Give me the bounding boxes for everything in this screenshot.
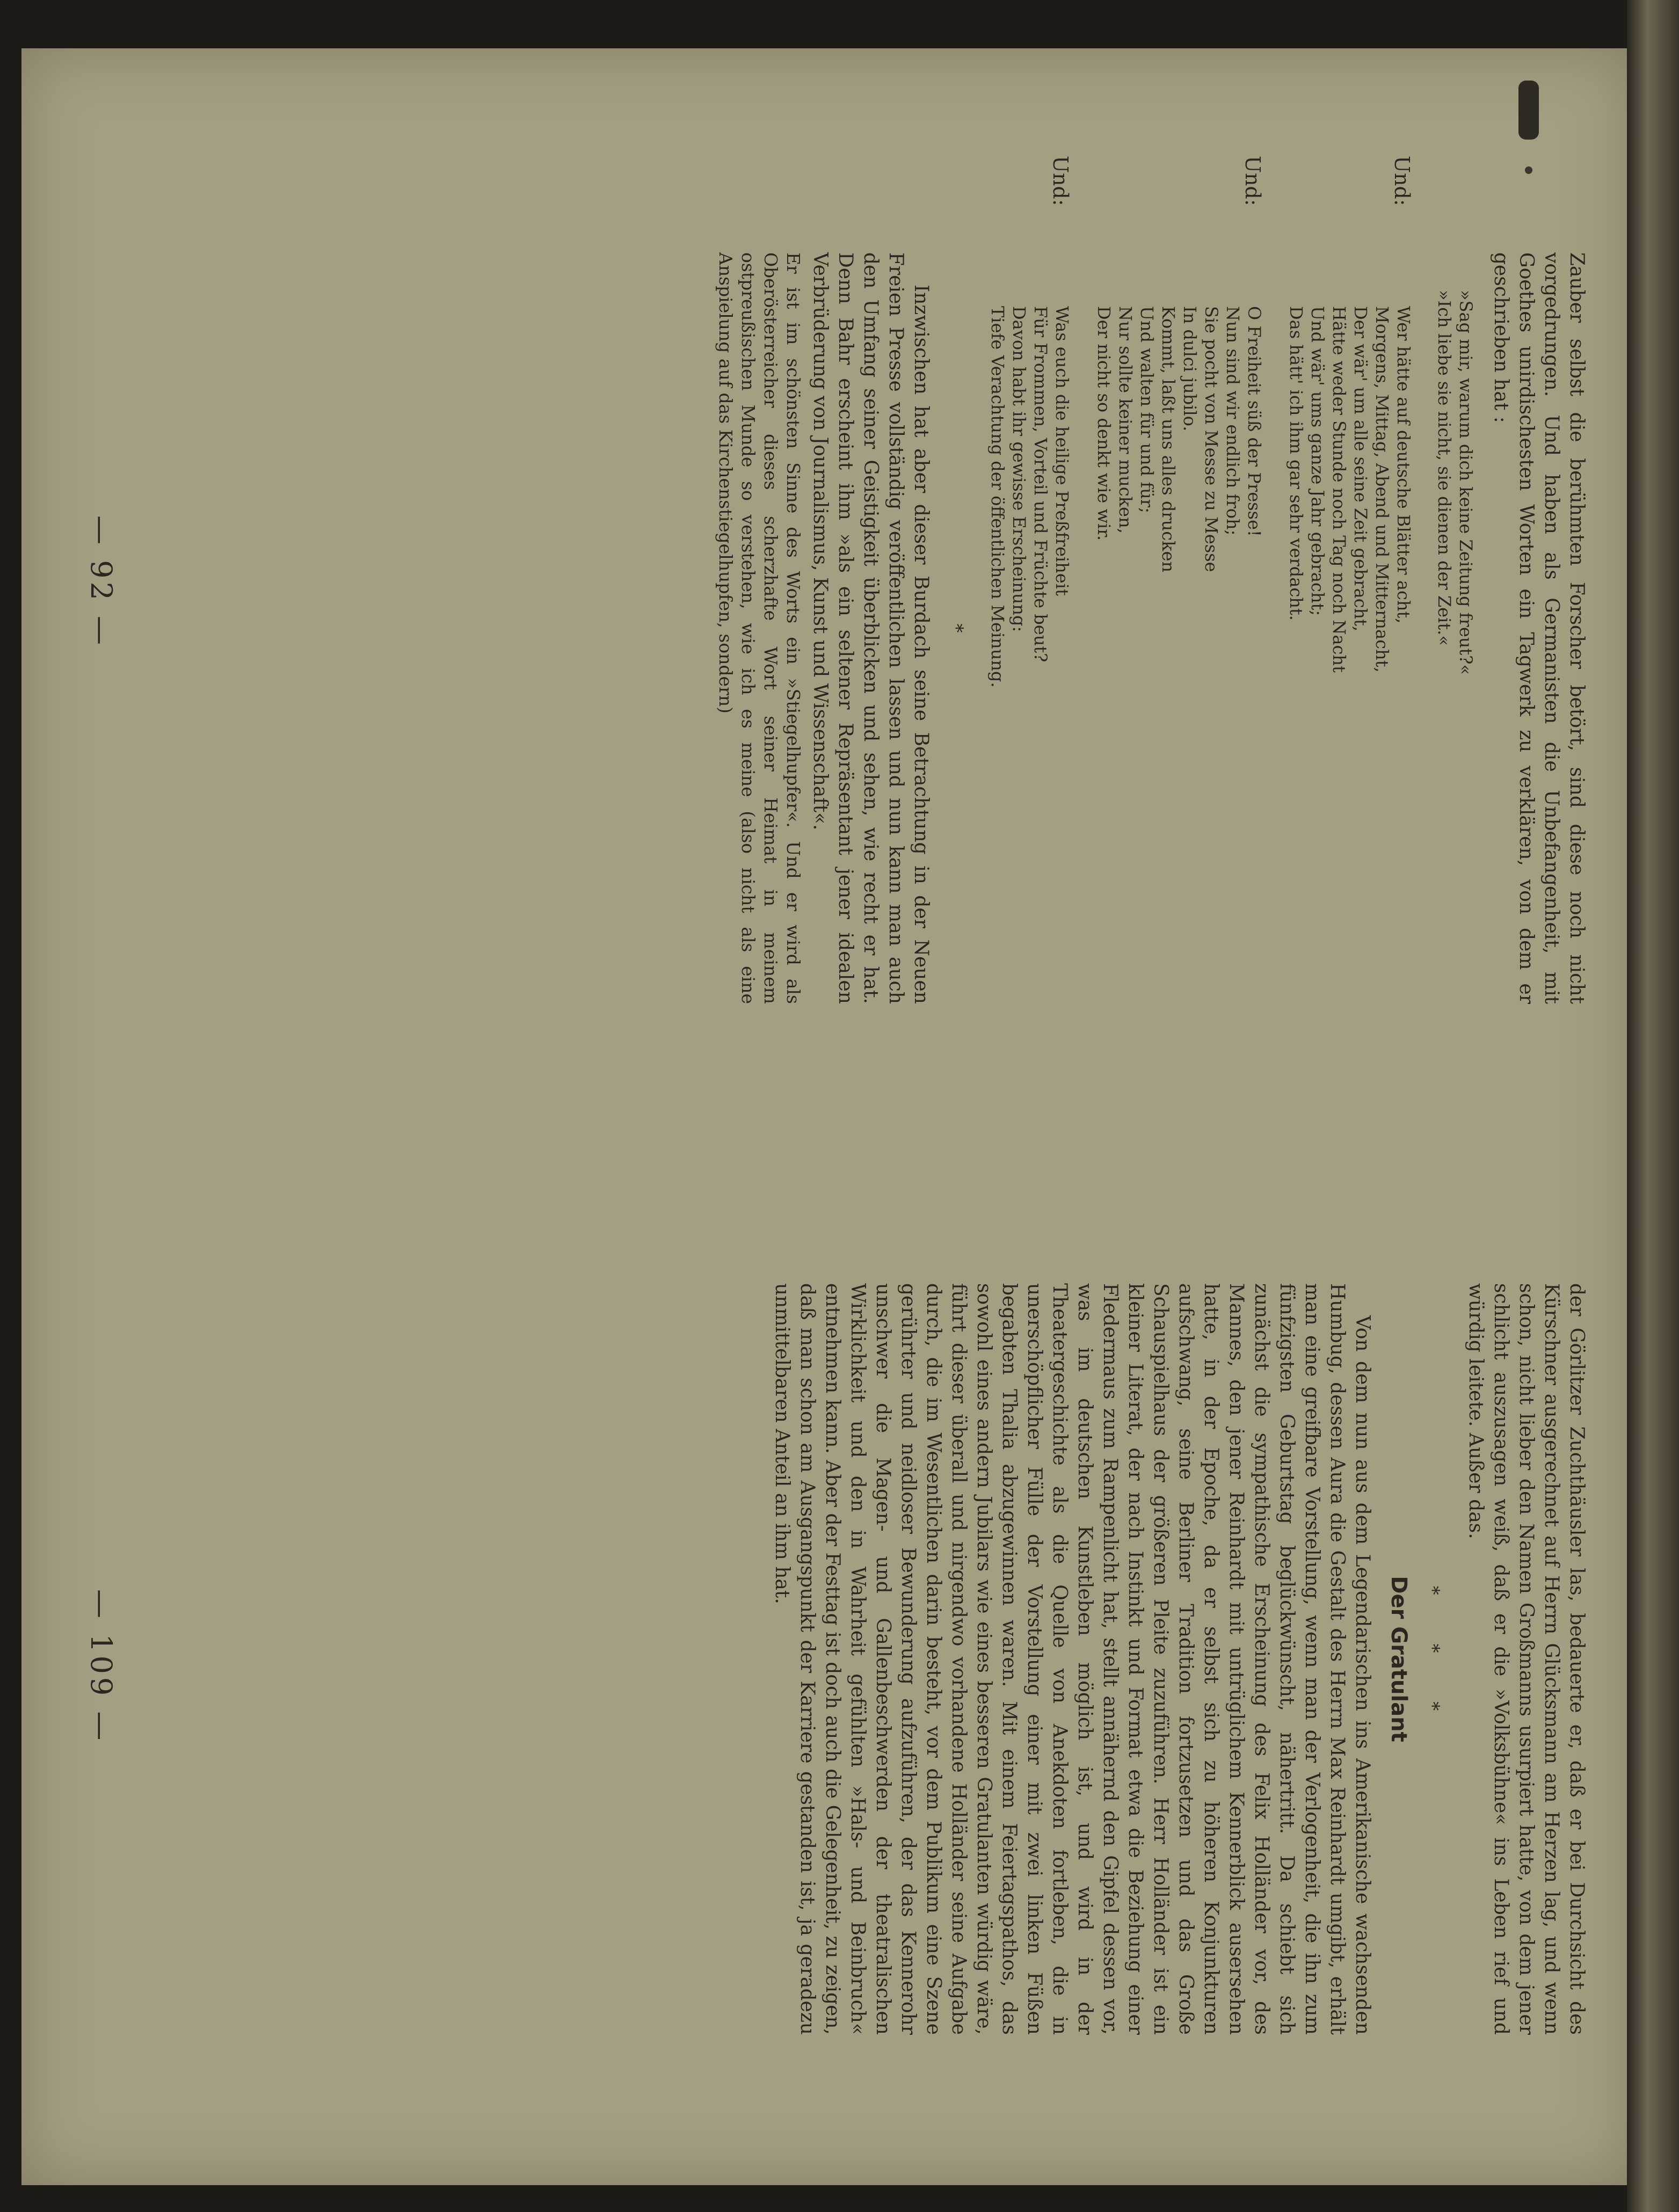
article-heading: Der Gratulant [1386, 1576, 1411, 1742]
verse-label: Und: [1390, 156, 1414, 206]
verse-line: Der wär' um alle seine Zeit gebracht, [1350, 306, 1371, 632]
verse-line: Kommt, laßt uns alles drucken [1158, 306, 1179, 573]
paper-sheet [21, 48, 1632, 2185]
goethe-quote [1434, 290, 1477, 1004]
verse-line: Morgens, Mittag, Abend und Mitternacht, [1372, 306, 1392, 673]
verse-line: Das hätt' ich ihm gar sehr verdacht. [1286, 306, 1306, 621]
verse-line: Für Frommen, Vorteil und Früchte beut? [1030, 306, 1051, 663]
verse-block-2 [1093, 156, 1265, 1004]
verse-line: Und wär' ums ganze Jahr gebracht; [1307, 306, 1328, 616]
verse-line: Nun sind wir endlich froh; [1223, 306, 1243, 536]
left-opening-paragraph: Zauber selbst die berühmten Forscher betört, sind diese noch nicht vorgedrungen. Und haben als Germanisten die Unbefangenheit, mit Goethes unirdischesten Worten ein Tagwerk zu verklären, von dem er geschrieben hat : [1490, 252, 1588, 1004]
verse-line: O Freiheit süß der Presse! [1244, 306, 1264, 537]
left-closing-paragraph: Inzwischen hat aber dieser Burdach seine Betrachtung in der Neuen Freien Presse vollständig veröffentlichen lassen und nun kann man auch den Umfang seiner Geistigkeit überblicken und sehen, wie recht er hat. Denn Bahr erscheint ihm »als ein seltener Repräsentant jener idealen Verbrüderung von Journalismus, Kunst und Wissenschaft«. [809, 252, 932, 1004]
section-separator: * * * [1422, 1585, 1443, 1733]
left-final-paragraph: Er ist im schönsten Sinne des Worts ein »Stiegelhupfer«. Und er wird als Oberösterreicher dieses scherzhafte Wort seiner Heimat in meinem ostpreußischen Munde so verstehen, wie ich es meine (also nicht als eine Anspielung auf das Kirchenstiegelhupfen, sondern) [715, 252, 804, 1004]
verse-label: Und: [1241, 156, 1264, 206]
binding-edge [1627, 0, 1679, 2212]
verse-line: Was euch die heilige Preßfreiheit [1052, 306, 1072, 596]
verse-line: Nur sollte keiner mucken, [1115, 306, 1136, 534]
verse-line: Wer hätte auf deutsche Blätter acht, [1393, 306, 1414, 624]
verse-line: Sie pocht von Messe zu Messe [1201, 306, 1222, 572]
binding-hole [1518, 81, 1539, 140]
verse-line: Davon habt ihr gewisse Erscheinung: [1009, 306, 1029, 632]
verse-line: Der nicht so denkt wie wir. [1094, 306, 1114, 541]
left-page-column [714, 156, 1589, 1004]
page-number-109: — 109 — [84, 1589, 118, 1744]
verse-line: Tiefe Verachtung der öffentlichen Meinung. [987, 306, 1008, 688]
right-opening-paragraph: der Görlitzer Zuchthäusler las, bedauerte er, daß er bei Durchsicht des Kürschner ausgerechnet auf Herrn Glücksmann am Herzen lag, und wenn schon, nicht lieber den Namen Großmanns usurpiert hatte, von dem jener schlicht auszusagen weiß, daß er die »Volksbühne« ins Leben rief und würdig leitete. Außer das. [1465, 1283, 1588, 2035]
rotated-page [21, 48, 1632, 2185]
verse-label: Und: [1049, 156, 1072, 206]
article-body: Von dem nun aus dem Legendarischen ins Amerikanische wachsenden Humbug, dessen Aura die Gestalt des Herrn Max Reinhardt umgibt, erhält man eine greifbare Vorstellung, wenn man der Verlogenheit, die ihn zum fünfzigsten Geburtstag beglückwünscht, nähertritt. Da schiebt sich zunächst die sympathische Erscheinung des Felix Holländer vor, des Mannes, den jener Reinhardt mit untrüglichem Kennerblick ausersehen hatte, in der Epoche, da er selbst sich zu höheren Konjunkturen aufschwang, seine Berliner Tradition fortzusetzen und das Große Schauspielhaus der größeren Pleite zuzuführen. Herr Holländer ist ein kleiner Literat, der nach Instinkt und Format etwa die Beziehung einer Fledermaus zum Rampenlicht hat, stellt annähernd den Gipfel dessen vor, was im deutschen Kunstleben möglich ist, und wird in der Theatergeschichte als die Quelle von Anekdoten fortleben, die in unerschöpflicher Fülle der Vorstellung einer mit zwei linken Füßen begabten Thalia abzugewinnen waren. Mit einem Feiertagspathos, das sowohl eines andern Jubilars wie eines besseren Gratulanten würdig wäre, führt dieser überall und nirgendwo vorhandene Holländer seine Aufgabe durch, die im Wesentlichen darin besteht, vor dem Publikum eine Szene gerührter und neidloser Bewunderung aufzuführen, der das Kennerohr unschwer die Magen- und Gallenbeschwerden der theatralischen Wirklichkeit und den in Wahrheit gefühlten »Hals- und Beinbruch« entnehmen kann. Aber der Festtag ist doch auch die Gelegenheit, zu zeigen, daß man schon am Ausgangspunkt der Karriere gestanden ist, ja geradezu unmittelbaren Anteil an ihm hat. [771, 1283, 1373, 2035]
verse-line: Und walten für und für; [1137, 306, 1157, 513]
verse-block-3 [987, 156, 1073, 1004]
verse-line: Hätte weder Stunde noch Tag noch Nacht [1329, 306, 1349, 673]
quote-line: »Sag mir, warum dich keine Zeitung freut?« [1456, 290, 1476, 675]
right-page-column [769, 1283, 1589, 2035]
verse-block-1 [1285, 156, 1414, 1004]
section-separator: * [946, 623, 967, 633]
verse-line: In dulci jubilo. [1180, 306, 1200, 432]
binding-mark [1525, 166, 1532, 174]
quote-line: »Ich liebe sie nicht, sie dienen der Zeit.« [1434, 290, 1455, 646]
page-number-92: — 92 — [84, 515, 118, 649]
